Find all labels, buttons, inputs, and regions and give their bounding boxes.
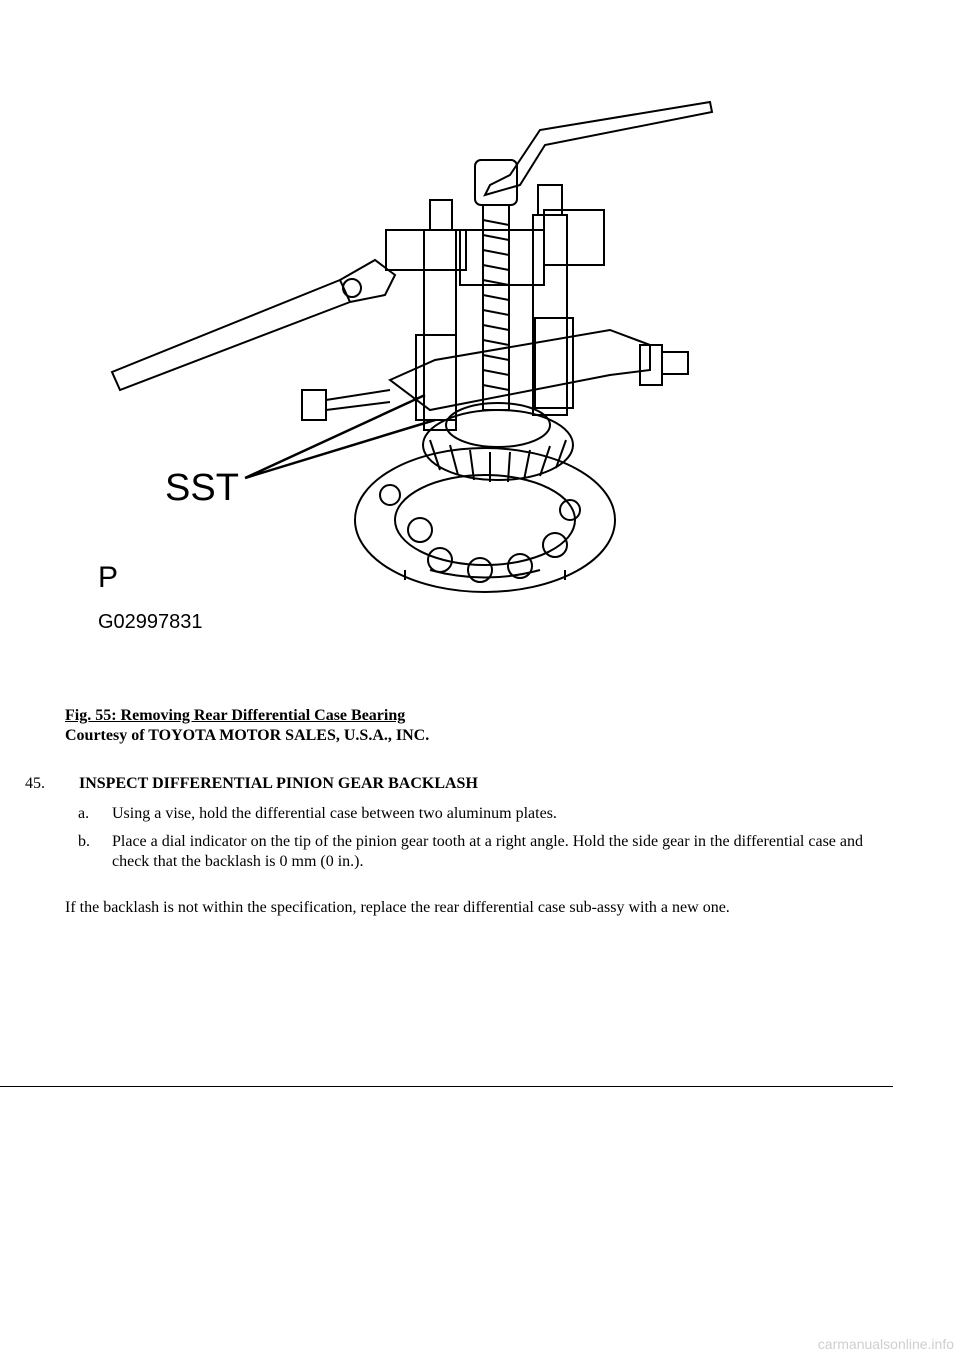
figure-id: G02997831 (98, 611, 203, 633)
figure-label-p: P (98, 561, 119, 594)
page-divider (0, 1086, 893, 1087)
figure-label-sst: SST (165, 467, 239, 509)
bearing-puller-drawing (90, 90, 730, 650)
list-item (78, 832, 898, 872)
substep-letter: a. (78, 805, 90, 822)
figure-caption (65, 706, 429, 746)
caption-title: Fig. 55: Removing Rear Differential Case Bearing (65, 707, 406, 724)
step-heading: INSPECT DIFFERENTIAL PINION GEAR BACKLASH (79, 775, 478, 792)
footer-watermark: carmanualsonline.info (817, 1336, 954, 1352)
substep-list (78, 804, 898, 880)
caption-credit: Courtesy of TOYOTA MOTOR SALES, U.S.A., INC. (65, 727, 430, 744)
substep-text: Using a vise, hold the differential case between two aluminum plates. (112, 805, 557, 822)
line-art (112, 102, 712, 592)
substep-text: Place a dial indicator on the tip of the pinion gear tooth at a right angle. Hold the side gear in the differential case and check that the backlash is 0 mm (0 in.). (112, 833, 864, 870)
figure-illustration (90, 90, 730, 650)
list-item (78, 804, 898, 824)
step-note: If the backlash is not within the specification, replace the rear differential case sub-assy with a new one. (65, 899, 730, 916)
step-number: 45. (25, 775, 45, 792)
substep-letter: b. (78, 833, 90, 850)
